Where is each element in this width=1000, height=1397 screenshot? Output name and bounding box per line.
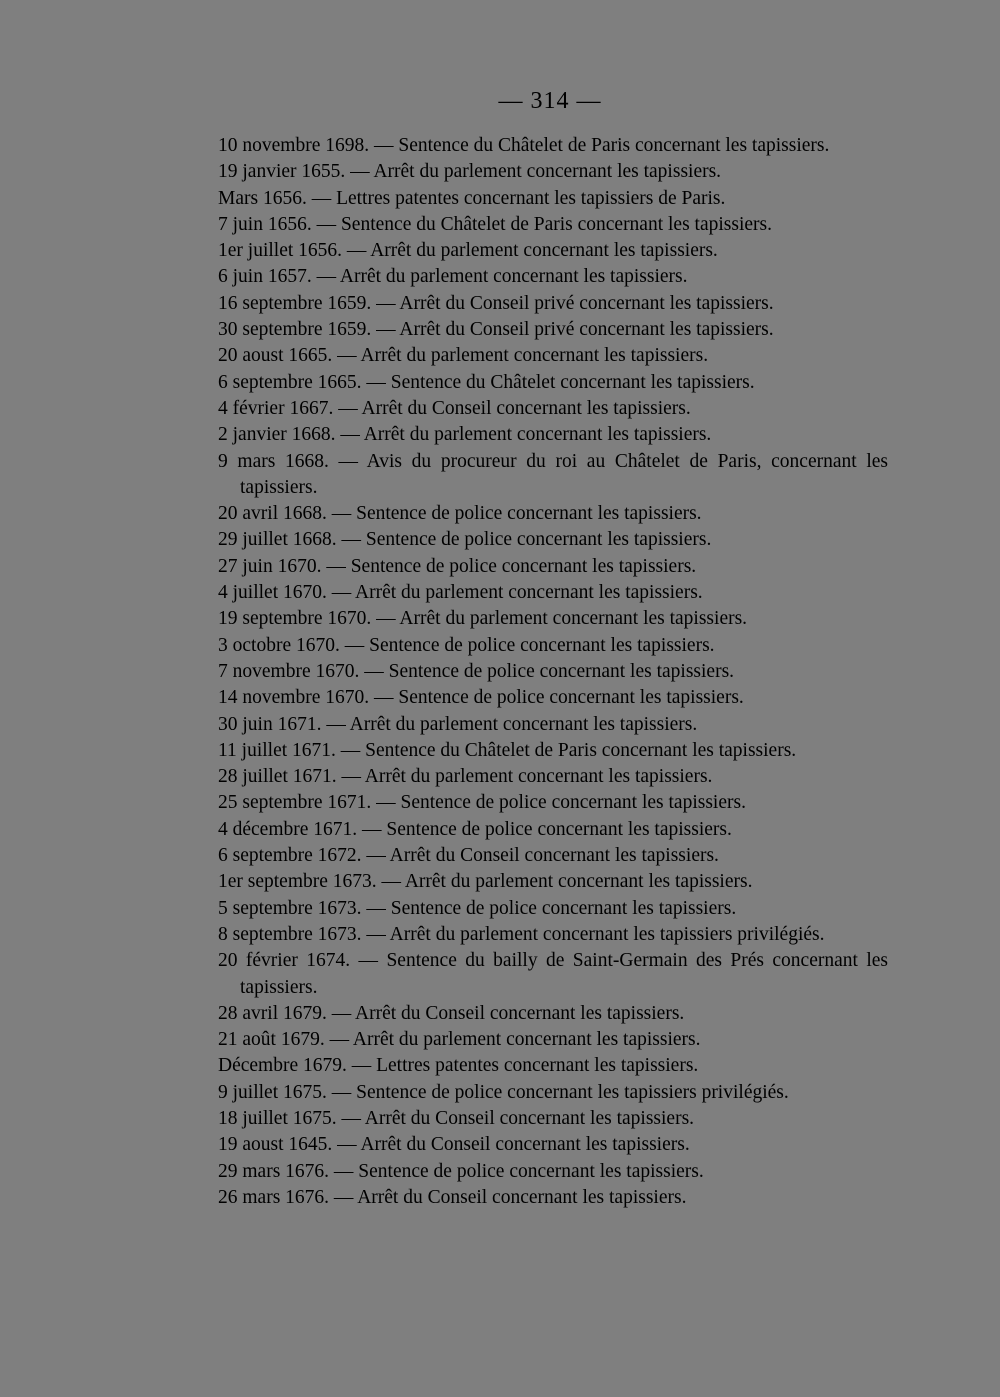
list-item: 14 novembre 1670. — Sentence de police concernant les tapissiers. <box>218 687 744 709</box>
list-item: 6 septembre 1672. — Arrêt du Conseil concernant les tapissiers. <box>218 845 719 867</box>
list-item: 19 septembre 1670. — Arrêt du parlement concernant les tapissiers. <box>218 608 748 630</box>
list-item: 7 juin 1656. — Sentence du Châtelet de Paris concernant les tapissiers. <box>218 213 772 235</box>
list-item: 4 juillet 1670. — Arrêt du parlement concernant les tapissiers. <box>218 582 703 604</box>
list-item: 3 octobre 1670. — Sentence de police concernant les tapissiers. <box>218 634 715 656</box>
list-item: 25 septembre 1671. — Sentence de police concernant les tapissiers. <box>218 792 746 814</box>
list-item: 5 septembre 1673. — Sentence de police concernant les tapissiers. <box>218 897 737 919</box>
list-item: 29 mars 1676. — Sentence de police concernant les tapissiers. <box>218 1160 704 1182</box>
list-item: 16 septembre 1659. — Arrêt du Conseil privé concernant les tapissiers. <box>218 292 774 314</box>
list-item: 20 avril 1668. — Sentence de police concernant les tapissiers. <box>218 503 702 525</box>
list-item: 1er juillet 1656. — Arrêt du parlement concernant les tapissiers. <box>218 240 718 262</box>
list-item: 20 aoust 1665. — Arrêt du parlement concernant les tapissiers. <box>218 345 709 367</box>
list-item: 20 février 1674. — Sentence du bailly de Saint-Germain des Prés concernant les tapissiers. <box>218 950 888 998</box>
entry-list <box>218 133 888 1211</box>
list-item: Décembre 1679. — Lettres patentes concernant les tapissiers. <box>218 1055 699 1077</box>
list-item: 21 août 1679. — Arrêt du parlement concernant les tapissiers. <box>218 1029 701 1051</box>
list-item: 10 novembre 1698. — Sentence du Châtelet de Paris concernant les tapissiers. <box>218 135 830 156</box>
list-item: 1er septembre 1673. — Arrêt du parlement concernant les tapissiers. <box>218 871 753 893</box>
list-item: 29 juillet 1668. — Sentence de police concernant les tapissiers. <box>218 529 712 551</box>
list-item: 11 juillet 1671. — Sentence du Châtelet de Paris concernant les tapissiers. <box>218 739 797 761</box>
list-item: Mars 1656. — Lettres patentes concernant les tapissiers de Paris. <box>218 187 726 209</box>
list-item: 9 mars 1668. — Avis du procureur du roi au Châtelet de Paris, concernant les tapissiers. <box>218 450 888 498</box>
list-item: 9 juillet 1675. — Sentence de police concernant les tapissiers privilégiés. <box>218 1081 789 1103</box>
list-item: 19 janvier 1655. — Arrêt du parlement concernant les tapissiers. <box>218 161 722 183</box>
list-item: 27 juin 1670. — Sentence de police concernant les tapissiers. <box>218 555 697 577</box>
list-item: 4 décembre 1671. — Sentence de police concernant les tapissiers. <box>218 818 732 840</box>
list-item: 7 novembre 1670. — Sentence de police concernant les tapissiers. <box>218 660 735 682</box>
list-item: 28 juillet 1671. — Arrêt du parlement concernant les tapissiers. <box>218 766 713 788</box>
list-item: 28 avril 1679. — Arrêt du Conseil concernant les tapissiers. <box>218 1002 685 1024</box>
list-item: 26 mars 1676. — Arrêt du Conseil concernant les tapissiers. <box>218 1186 687 1208</box>
list-item: 19 aoust 1645. — Arrêt du Conseil concernant les tapissiers. <box>218 1134 690 1156</box>
list-item: 8 septembre 1673. — Arrêt du parlement concernant les tapissiers privilégiés. <box>218 923 825 945</box>
list-item: 6 juin 1657. — Arrêt du parlement concernant les tapissiers. <box>218 266 688 288</box>
list-item: 30 septembre 1659. — Arrêt du Conseil privé concernant les tapissiers. <box>218 319 774 341</box>
list-item: 6 septembre 1665. — Sentence du Châtelet concernant les tapissiers. <box>218 371 755 393</box>
list-item: 2 janvier 1668. — Arrêt du parlement concernant les tapissiers. <box>218 424 712 446</box>
list-item: 30 juin 1671. — Arrêt du parlement concernant les tapissiers. <box>218 713 698 735</box>
page-number: — 314 — <box>498 88 602 114</box>
list-item: 18 juillet 1675. — Arrêt du Conseil concernant les tapissiers. <box>218 1107 695 1129</box>
list-item: 4 février 1667. — Arrêt du Conseil concernant les tapissiers. <box>218 397 691 419</box>
